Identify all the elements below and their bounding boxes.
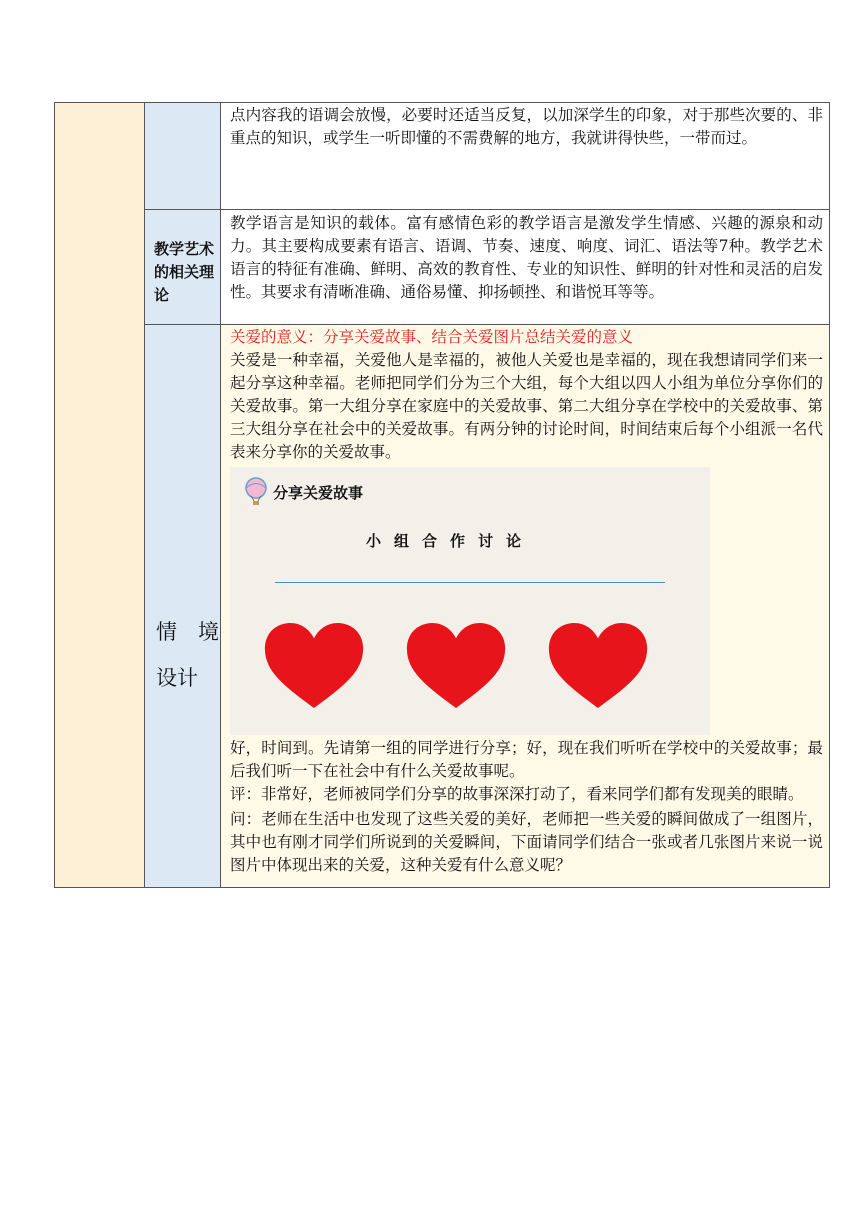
- row-content-cell: [221, 325, 830, 888]
- row-label-cell: [145, 325, 221, 888]
- paragraph: 关爱是一种幸福，关爱他人是幸福的，被他人关爱也是幸福的，现在我想请同学们来一起分享这种幸福。老师把同学们分为三个大组，每个大组以四人小组为单位分享你们的关爱故事。第一大组分享在家庭中的关爱故事、第二大组分享在学校中的关爱故事、第三大组分享在社会中的关爱故事。有两分钟的讨论时间，时间结束后每个小组派一名代表来分享你的关爱故事。: [230, 351, 823, 461]
- heart-3: [546, 622, 650, 710]
- paragraph: 教学语言是知识的载体。富有感情色彩的教学语言是激发学生情感、兴趣的源泉和动力。其主要构成要素有语言、语调、节奏、速度、响度、词汇、语法等7种。教学艺术语言的特征有准确、鲜明、高效的教育性、专业的知识性、鲜明的针对性和灵活的启发性。其要求有清晰准确、通俗易懂、抑扬顿挫、和谐悦耳等等。: [230, 214, 823, 301]
- lesson-plan-table: [54, 102, 830, 888]
- row-label: 教学艺术的相关理论: [154, 240, 215, 304]
- row-label-cell: [145, 210, 221, 325]
- hot-air-balloon-icon: [242, 477, 270, 507]
- heart-2: [404, 622, 508, 710]
- paragraph: 点内容我的语调会放慢，必要时还适当反复，以加深学生的印象，对于那些次要的、非重点的知识，或学生一听即懂的不需费解的地方，我就讲得快些，一带而过。: [230, 106, 823, 147]
- paragraph: 好，时间到。先请第一组的同学进行分享；好，现在我们听听在学校中的关爱故事；最后我们听一下在社会中有什么关爱故事呢。: [230, 739, 823, 780]
- section-heading: 关爱的意义：分享关爱故事、结合关爱图片总结关爱的意义: [230, 328, 634, 346]
- paragraph: 问：老师在生活中也发现了这些关爱的美好，老师把一些关爱的瞬间做成了一组图片，其中也有刚才同学们所说到的关爱瞬间，下面请同学们结合一张或者几张图片来说一说图片中体现出来的关爱，这种关爱有什么意义呢？: [230, 810, 823, 874]
- table-row: [55, 210, 830, 325]
- slide-header-text: 分享关爱故事: [273, 483, 364, 502]
- divider-line: [275, 582, 665, 583]
- row-content-cell: [221, 210, 830, 325]
- slide-header: [242, 477, 363, 507]
- row-label-line1: 情 境: [156, 619, 219, 644]
- row-label-cell: [145, 103, 221, 210]
- slide-image: [230, 467, 710, 735]
- paragraph: 评：非常好，老师被同学们分享的故事深深打动了，看来同学们都有发现美的眼睛。: [230, 785, 804, 803]
- slide-title: 小组合作讨论: [365, 532, 534, 550]
- table-row: [55, 325, 830, 888]
- table-row: [55, 103, 830, 210]
- row-content-cell: [221, 103, 830, 210]
- stage-column-cell: [55, 103, 145, 888]
- row-label-line2: 设计: [156, 665, 198, 690]
- heart-1: [262, 622, 366, 710]
